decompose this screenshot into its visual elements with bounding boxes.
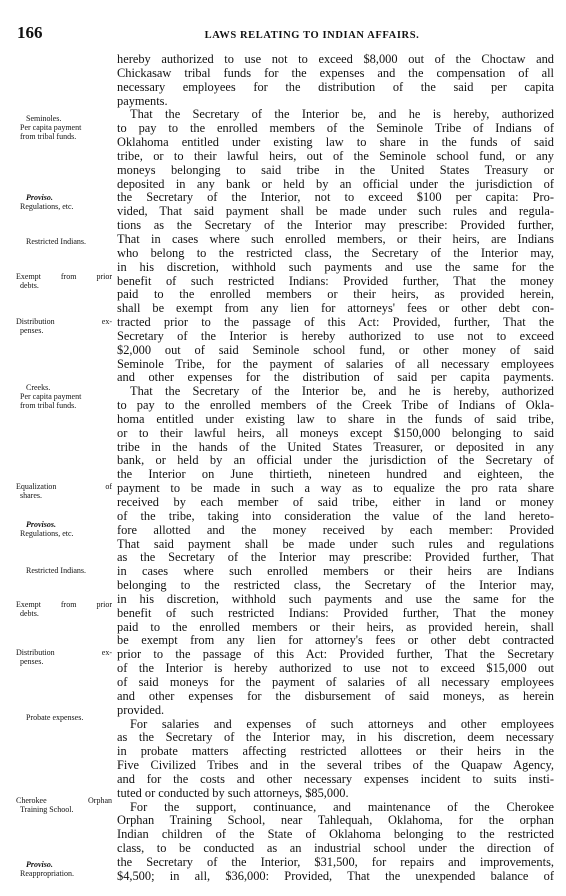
- margin-note-line: Provisos.: [26, 520, 56, 529]
- margin-note-line: Exempt from prior: [16, 600, 112, 609]
- text-line: belonging to the restricted class, the Secretary of the Interior may,: [117, 579, 554, 593]
- text-line: deposited in any bank or held by an official under the jurisdiction of: [117, 177, 554, 191]
- text-line: in cases where such enrolled members or their heirs are Indians: [117, 565, 554, 579]
- margin-note: [16, 383, 112, 410]
- text-line: the Secretary of the Interior, $31,500, for repairs and improvements,: [117, 855, 554, 869]
- margin-note-line: Probate expenses.: [26, 713, 84, 722]
- margin-note-line: Distribution ex-: [16, 648, 112, 657]
- text-line: bank, or held by an official under the jurisdiction of the Secretary of: [117, 454, 554, 468]
- margin-note: [16, 272, 112, 290]
- text-line: That the Secretary of the Interior be, and he is hereby, authorized: [130, 385, 554, 399]
- text-line: moneys belonging to said tribe in the United States Treasury or: [117, 163, 554, 177]
- margin-note: [16, 520, 112, 538]
- margin-note-line: Proviso.: [26, 860, 53, 869]
- text-line: payments.: [117, 94, 168, 108]
- text-line: the Interior on June thirtieth, nineteen hundred and eighteen, the: [117, 468, 554, 482]
- margin-note-line: Regulations, etc.: [20, 202, 74, 211]
- text-line: Secretary of the Interior is hereby authorized to use not to exceed: [117, 329, 554, 343]
- margin-note-line: Equalization of: [16, 482, 112, 491]
- text-line: $2,000 out of said Seminole school fund, or other money of said: [117, 343, 554, 357]
- text-line: be exempt from any lien for attorney's fees or other debt contracted: [117, 634, 554, 648]
- text-line: of said moneys for the payment of salaries of all necessary employees: [117, 675, 554, 689]
- text-line: in his discretion, withhold such payments and use the same for the: [117, 260, 554, 274]
- margin-note-line: Proviso.: [26, 193, 53, 202]
- text-line: who belong to the restricted class, the Secretary of the Interior may,: [117, 246, 554, 260]
- text-line: and other expenses for the disbursement of said moneys, as herein: [117, 689, 554, 703]
- margin-note-line: Restricted Indians.: [26, 566, 86, 575]
- margin-note-line: debts.: [20, 281, 39, 290]
- text-line: payment to be made in such a way as to equalize the pro rata share: [117, 482, 554, 496]
- text-line: of the Interior is hereby authorized to use not to exceed $15,000 out: [117, 662, 554, 676]
- margin-note-line: Reappropriation.: [20, 869, 74, 878]
- margin-note: [16, 713, 112, 722]
- text-line: paid to the enrolled members or their heirs, as provided herein, shall: [117, 620, 554, 634]
- text-line: That in cases where such enrolled members, or their heirs, are Indians: [117, 232, 554, 246]
- text-line: tions as the Secretary of the Interior may prescribe: Provided further,: [117, 219, 554, 233]
- margin-note-line: from tribal funds.: [20, 132, 77, 141]
- margin-note-line: Regulations, etc.: [20, 529, 74, 538]
- text-line: $4,500; in all, $36,000: Provided, That the unexpended balance of: [117, 869, 554, 883]
- text-line: or to their lawful heirs, all moneys except $150,000 belonging to said: [117, 426, 554, 440]
- text-line: tribe, or to their lawful heirs, out of the Seminole school fund, or any: [117, 149, 554, 163]
- text-line: That said payment shall be made under such rules and regulations: [117, 537, 554, 551]
- margin-note: [16, 237, 112, 246]
- margin-note-line: Cherokee Orphan: [16, 796, 112, 805]
- body-text: [117, 53, 554, 884]
- text-line: provided.: [117, 703, 165, 717]
- margin-note-line: Exempt from prior: [16, 272, 112, 281]
- margin-note: [16, 566, 112, 575]
- text-line: tribe in the hands of the United States Treasurer, or deposited in any: [117, 440, 554, 454]
- text-line: shall be exempt from any lien for attorneys' fees or other debt con-: [117, 302, 554, 316]
- text-line: prior to the passage of this Act: Provided further, That the Secretary: [117, 648, 554, 662]
- text-line: to pay to the enrolled members of the Creek Tribe of Indians of Okla-: [117, 399, 554, 413]
- margin-note-line: shares.: [20, 491, 42, 500]
- text-line: of the tribe, taking into consideration the value of the land hereto-: [117, 509, 554, 523]
- margin-note-line: debts.: [20, 609, 39, 618]
- margin-note-line: penses.: [20, 326, 44, 335]
- margin-note-line: Creeks.: [26, 383, 51, 392]
- running-title: LAWS RELATING TO INDIAN AFFAIRS.: [204, 30, 420, 41]
- text-line: in probate matters affecting restricted allottees or their heirs in the: [117, 745, 554, 759]
- text-line: For the support, continuance, and maintenance of the Cherokee: [130, 800, 554, 814]
- text-line: the Secretary of the Interior, not to exceed $100 per capita: Pro-: [117, 191, 554, 205]
- margin-note-line: Restricted Indians.: [26, 237, 86, 246]
- margin-note: [16, 600, 112, 618]
- text-line: benefit of such restricted Indians: Provided further, That the money: [117, 606, 554, 620]
- text-line: Indian children of the State of Oklahoma belonging to the restricted: [117, 828, 554, 842]
- text-line: paid to the enrolled members or their heirs, as provided herein,: [117, 288, 554, 302]
- text-line: as the Secretary of the Interior may, in his discretion, deem necessary: [117, 731, 554, 745]
- text-line: tracted prior to the passage of this Act: Provided, further, That the: [117, 316, 554, 330]
- text-line: and for the costs and other necessary expenses incident to suits insti-: [117, 772, 554, 786]
- text-line: hereby authorized to use not to exceed $8,000 out of the Choctaw and: [117, 53, 554, 66]
- margin-note: [16, 193, 112, 211]
- page-number: 166: [17, 23, 43, 42]
- margin-note: [16, 482, 112, 500]
- text-line: necessary employees for the distribution of the said per capita: [117, 80, 554, 94]
- text-line: homa entitled under existing law to share in the funds of said tribe,: [117, 412, 554, 426]
- text-line: and other expenses for the distribution of said per capita payments.: [117, 371, 554, 385]
- margin-note-line: from tribal funds.: [20, 401, 77, 410]
- margin-note-line: Distribution ex-: [16, 317, 112, 326]
- text-line: Seminole Tribe, for the payment of salaries of all necessary employees: [117, 357, 554, 371]
- text-line: tuted or conducted by such attorneys, $85,000.: [117, 786, 349, 800]
- text-line: vided, That said payment shall be made under such rules and regula-: [117, 205, 554, 219]
- margin-note-line: penses.: [20, 657, 44, 666]
- margin-note-line: Per capita payment: [20, 123, 82, 132]
- margin-note: [16, 114, 112, 141]
- text-line: Five Civilized Tribes and in the several tribes of the Quapaw Agency,: [117, 759, 554, 773]
- margin-note: [16, 317, 112, 335]
- margin-note-line: Training School.: [20, 805, 74, 814]
- text-line: fore allotted and the money received by each member: Provided: [117, 523, 554, 537]
- text-line: benefit of such restricted Indians: Provided further, That the money: [117, 274, 554, 288]
- margin-note-line: Per capita payment: [20, 392, 82, 401]
- margin-note-line: Seminoles.: [26, 114, 62, 123]
- text-line: as the Secretary of the Interior may prescribe: Provided further, That: [117, 551, 554, 565]
- text-line: in his discretion, withhold such payments and use the same for the: [117, 592, 554, 606]
- text-line: to pay to the enrolled members of the Seminole Tribe of Indians of: [117, 122, 554, 136]
- text-line: For salaries and expenses of such attorneys and other employees: [130, 717, 554, 731]
- text-line: class, to be conducted as an industrial school under the direction of: [117, 842, 554, 856]
- margin-note: [16, 796, 112, 814]
- text-line: received by each member of said tribe, either in land or money: [117, 496, 554, 509]
- text-line: Chickasaw tribal funds for the expenses and the compensation of all: [117, 66, 554, 80]
- text-line: Orphan Training School, near Tahlequah, Oklahoma, for the orphan: [117, 814, 554, 828]
- margin-note: [16, 860, 112, 878]
- text-line: That the Secretary of the Interior be, and he is hereby, authorized: [130, 108, 554, 122]
- margin-note: [16, 648, 112, 666]
- text-line: Oklahoma entitled under existing law to share in the funds of said: [117, 136, 554, 150]
